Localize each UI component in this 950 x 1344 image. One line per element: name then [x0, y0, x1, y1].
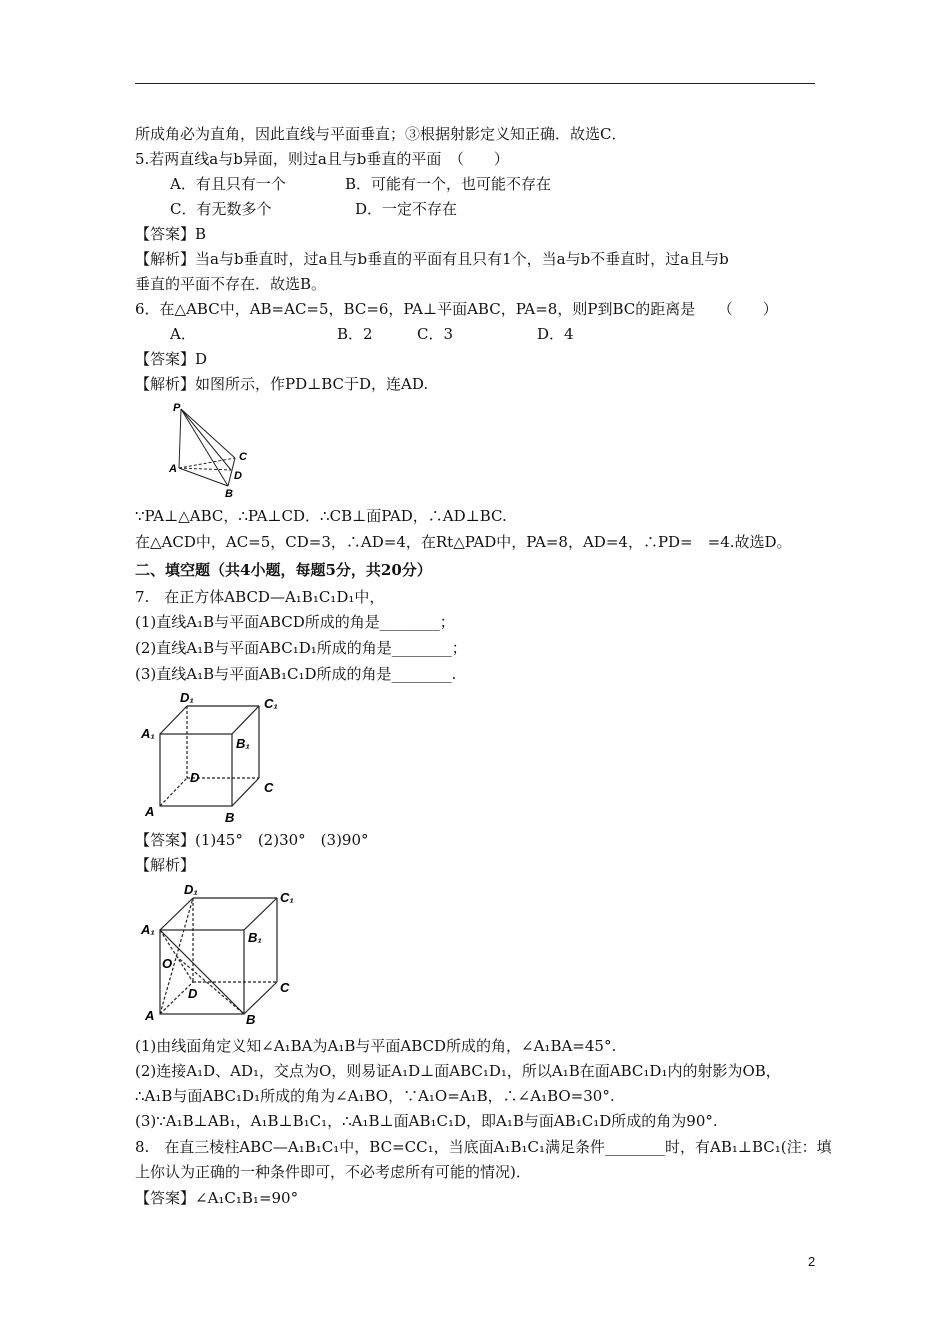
q6-option-d: D．4	[537, 325, 574, 343]
q6-option-b: B．2	[337, 325, 373, 343]
q6-stem: 6．在△ABC中，AB=AC=5，BC=6，PA⊥平面ABC，PA=8，则P到BC的距离是 （ ）	[135, 300, 778, 318]
q7-solution-3: ∴A₁B与面ABC₁D₁所成的角为∠A₁BO，∵A₁O=A₁B，∴∠A₁BO=30°.	[135, 1087, 615, 1105]
label-d1: D₁	[180, 690, 194, 705]
q6-options	[170, 324, 574, 344]
label-d: D	[190, 770, 200, 785]
label-c: C	[264, 780, 274, 795]
label-d1: D₁	[184, 882, 198, 897]
q7-part-1: (1)直线A₁B与平面ABCD所成的角是________；	[135, 613, 455, 631]
q5-option-b: B．可能有一个，也可能不存在	[345, 175, 552, 193]
q5-answer: 【答案】B	[135, 225, 207, 243]
label-p: P	[173, 402, 181, 414]
q5-option-d: D．一定不存在	[355, 200, 458, 218]
label-c1: C₁	[264, 696, 278, 711]
q6-explanation: 【解析】如图所示，作PD⊥BC于D，连AD.	[135, 375, 429, 393]
label-a: A	[145, 804, 155, 819]
label-b1: B₁	[236, 736, 250, 751]
label-b: B	[246, 1012, 256, 1027]
q8-stem: 8. 在直三棱柱ABC—A₁B₁C₁中，BC=CC₁，当底面A₁B₁C₁满足条件________时，有AB₁⊥BC₁(注：填	[135, 1138, 832, 1156]
q5-option-c: C．有无数多个	[170, 200, 272, 218]
label-c: C	[239, 451, 247, 463]
q7-answer: 【答案】(1)45° (2)30° (3)90°	[135, 831, 369, 849]
label-b: B	[225, 488, 233, 500]
q7-part-3: (3)直线A₁B与平面AB₁C₁D所成的角是________.	[135, 665, 457, 683]
q5-explanation-1: 【解析】当a与b垂直时，过a且与b垂直的平面有且只有1个，当a与b不垂直时，过a且与b	[135, 250, 729, 268]
q5-option-a: A．有且只有一个	[170, 175, 286, 193]
label-a: A	[169, 463, 177, 475]
label-c1: C₁	[280, 890, 294, 905]
q5-stem: 5.若两直线a与b异面，则过a且与b垂直的平面 （ ）	[135, 150, 509, 168]
section-heading: 二、填空题（共4小题，每题5分，共20分）	[135, 561, 432, 579]
header-rule	[135, 83, 815, 84]
q7-stem: 7. 在正方体ABCD—A₁B₁C₁D₁中，	[135, 588, 385, 606]
q7-explanation-label: 【解析】	[135, 856, 196, 874]
q6-answer: 【答案】D	[135, 350, 208, 368]
page-number: 2	[808, 1254, 816, 1269]
q6-option-c: C．3	[417, 325, 454, 343]
label-c: C	[280, 980, 290, 995]
label-o: O	[162, 956, 173, 971]
q6-line-1: ∵PA⊥△ABC，∴PA⊥CD．∴CB⊥面PAD，∴AD⊥BC.	[135, 507, 507, 525]
q7-solution-4: (3)∵A₁B⊥AB₁，A₁B⊥B₁C₁，∴A₁B⊥面AB₁C₁D，即A₁B与面AB₁C₁D所成的角为90°.	[135, 1112, 718, 1130]
q5-options-row2	[170, 199, 457, 219]
text-line: 所成角必为直角，因此直线与平面垂直；③根据射影定义知正确．故选C．	[135, 125, 627, 143]
q6-line-2: 在△ACD中，AC=5，CD=3，∴AD=4，在Rt△PAD中，PA=8，AD=4，∴PD= =4.故选D。	[135, 533, 792, 551]
label-a1: A₁	[141, 922, 155, 937]
q7-solution-2: (2)连接A₁D、AD₁，交点为O，则易证A₁D⊥面ABC₁D₁，所以A₁B在面ABC₁D₁内的射影为OB，	[135, 1062, 781, 1080]
q7-part-2: (2)直线A₁B与平面ABC₁D₁所成的角是________；	[135, 639, 467, 657]
q5-explanation-2: 垂直的平面不存在．故选B。	[135, 275, 327, 293]
cube-figure-1	[140, 690, 290, 830]
label-b1: B₁	[248, 930, 262, 945]
cube-figure-2	[140, 878, 300, 1028]
label-a: A	[145, 1008, 155, 1023]
q8-answer: 【答案】∠A₁C₁B₁=90°	[135, 1189, 299, 1207]
label-b: B	[225, 810, 235, 825]
label-d: D	[234, 470, 242, 482]
q7-solution-1: (1)由线面角定义知∠A₁BA为A₁B与平面ABCD所成的角，∠A₁BA=45°.	[135, 1037, 617, 1055]
label-d: D	[188, 986, 198, 1001]
q8-stem-cont: 上你认为正确的一种条件即可，不必考虑所有可能的情况)．	[135, 1163, 531, 1181]
q5-options-row1	[170, 174, 551, 194]
q6-option-a: A．	[170, 325, 196, 343]
pyramid-figure	[165, 400, 265, 500]
label-a1: A₁	[141, 726, 155, 741]
